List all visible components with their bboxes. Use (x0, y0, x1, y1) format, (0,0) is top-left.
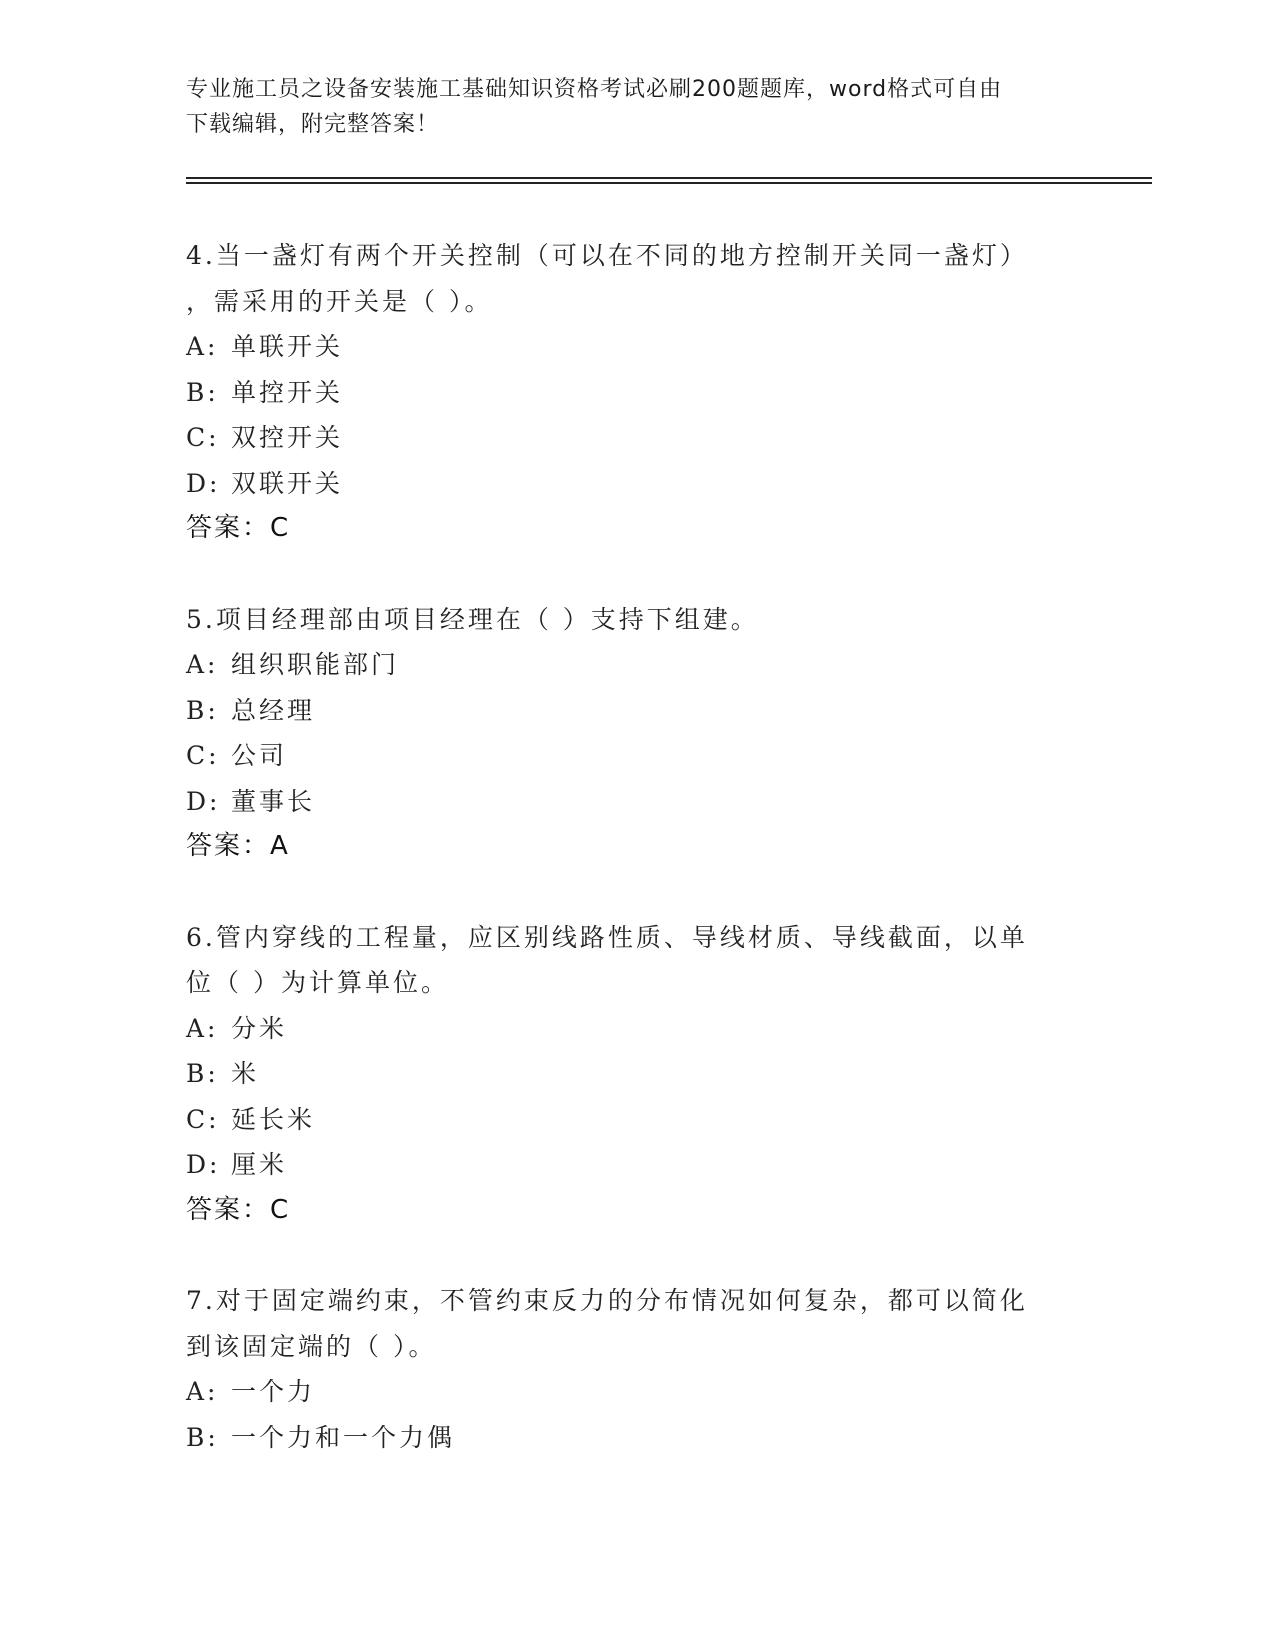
option-c (186, 1097, 1086, 1143)
answer-line: 答案：C (186, 1194, 291, 1225)
answer-line: 答案：A (186, 831, 290, 861)
option-text: 总经理 (231, 695, 316, 725)
question-stem-line: 6.管内穿线的工程量，应区别线路性质、导线材质、导线截面，以单 (186, 922, 1028, 952)
option-text: 单联开关 (231, 332, 344, 361)
question-6 (186, 915, 1086, 1234)
option-text: 一个力 (231, 1377, 316, 1406)
option-key: A: (186, 332, 219, 361)
option-c (186, 733, 1086, 779)
question-stem-line: 到该固定端的（ ）。 (186, 1331, 437, 1361)
option-key: D: (186, 1150, 221, 1179)
option-text: 单控开关 (231, 377, 344, 407)
question-stem-line: 7.对于固定端约束，不管约束反力的分布情况如何复杂，都可以简化 (186, 1286, 1028, 1315)
option-text: 延长米 (231, 1104, 316, 1134)
question-5 (186, 597, 1086, 870)
option-a (186, 642, 1086, 688)
option-key: C: (186, 423, 220, 452)
option-text: 董事长 (231, 786, 316, 816)
option-b (186, 370, 1086, 416)
header-line-2: 下载编辑，附完整答案！ (186, 112, 440, 137)
option-key: B: (186, 695, 219, 725)
option-text: 双联开关 (231, 468, 344, 498)
header-divider-top (186, 177, 1152, 179)
option-d (186, 1142, 1086, 1188)
option-key: C: (186, 741, 220, 770)
question-7 (186, 1278, 1086, 1460)
option-text: 分米 (231, 1013, 288, 1043)
option-text: 一个力和一个力偶 (231, 1422, 456, 1452)
question-stem-line: 位（ ）为计算单位。 (186, 968, 449, 997)
option-b (186, 688, 1086, 734)
option-c (186, 415, 1086, 461)
option-key: A: (186, 650, 219, 679)
option-text: 米 (231, 1059, 260, 1088)
option-key: D: (186, 786, 221, 816)
question-stem-line: 5.项目经理部由项目经理在（ ）支持下组建。 (186, 604, 759, 634)
option-text: 双控开关 (231, 423, 344, 452)
option-d (186, 461, 1086, 507)
option-key: C: (186, 1104, 220, 1134)
option-b (186, 1415, 1086, 1461)
header-divider-bottom (186, 182, 1152, 184)
option-text: 公司 (231, 741, 288, 770)
question-4 (186, 233, 1086, 552)
header-line-1: 专业施工员之设备安装施工基础知识资格考试必刷200题题库，word格式可自由 (186, 77, 1003, 102)
option-d (186, 779, 1086, 825)
document-header (186, 72, 1066, 142)
option-key: B: (186, 1422, 219, 1452)
question-stem-line: ，需采用的开关是（ ）。 (186, 286, 493, 316)
option-key: B: (186, 377, 219, 407)
question-list (186, 233, 1086, 1505)
answer-line: 答案：C (186, 513, 291, 543)
option-a (186, 1006, 1086, 1052)
question-stem-line: 4.当一盏灯有两个开关控制（可以在不同的地方控制开关同一盏灯） (186, 241, 1028, 270)
option-text: 组织职能部门 (231, 650, 400, 679)
option-key: A: (186, 1013, 219, 1043)
option-b (186, 1051, 1086, 1097)
option-key: A: (186, 1377, 219, 1406)
option-text: 厘米 (231, 1150, 288, 1179)
option-key: B: (186, 1059, 219, 1088)
option-a (186, 1369, 1086, 1415)
option-key: D: (186, 468, 221, 498)
option-a (186, 324, 1086, 370)
